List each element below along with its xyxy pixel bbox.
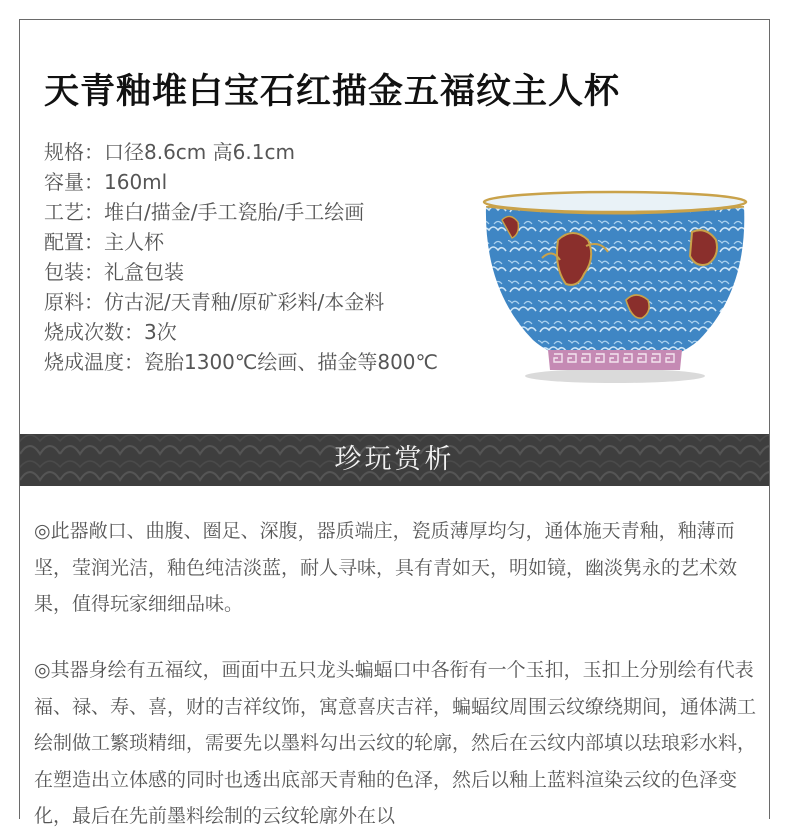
spec-value: 礼盒包装 (104, 260, 184, 284)
spec-row-config (44, 227, 438, 257)
spec-label: 烧成温度： (44, 350, 144, 374)
cup-image (478, 180, 753, 390)
spec-row-size (44, 137, 438, 167)
spec-label: 配置： (44, 230, 104, 254)
spec-row-firings (44, 317, 438, 347)
spec-value: 主人杯 (104, 230, 164, 254)
spec-label: 工艺： (44, 200, 104, 224)
spec-value: 口径8.6cm 高6.1cm (104, 140, 295, 164)
spec-value: 堆白/描金/手工瓷胎/手工绘画 (104, 200, 365, 224)
spec-value: 瓷胎1300℃绘画、描金等800℃ (144, 350, 438, 374)
section-title: 珍玩赏析 (334, 444, 455, 475)
spec-value: 3次 (144, 320, 177, 344)
spec-label: 规格： (44, 140, 104, 164)
spec-label: 烧成次数： (44, 320, 144, 344)
section-banner (20, 434, 769, 486)
spec-row-packaging (44, 257, 438, 287)
appreciation-paragraph-2: ◎其器身绘有五福纹，画面中五只龙头蝙蝠口中各衔有一个玉扣，玉扣上分别绘有代表福、禄、寿、喜，财的吉祥纹饰，寓意喜庆吉祥，蝙蝠纹周围云纹缭绕期间，通体满工绘制做工繁琐精细，需要先以墨料勾出云纹的轮廓，然后在云纹内部填以珐琅彩水料，在塑造出立体感的同时也透出底部天青釉的色泽，然后以釉上蓝料渲染云纹的色泽变化，最后在先前墨料绘制的云纹轮廓外在以 (34, 659, 757, 827)
spec-row-material (44, 287, 438, 317)
spec-row-capacity (44, 167, 438, 197)
spec-label: 包装： (44, 260, 104, 284)
spec-value: 160ml (104, 170, 168, 194)
appreciation-paragraph-1: ◎此器敞口、曲腹、圈足、深腹，器质端庄，瓷质薄厚均匀，通体施天青釉，釉薄而坚，莹润光洁，釉色纯洁淡蓝，耐人寻味，具有青如天，明如镜，幽淡隽永的艺术效果，值得玩家细细品味。 (34, 520, 738, 615)
spec-row-temperature (44, 347, 438, 377)
product-title: 天青釉堆白宝石红描金五福纹主人杯 (44, 72, 621, 112)
spec-value: 仿古泥/天青釉/原矿彩料/本金料 (104, 290, 385, 314)
spec-list (44, 137, 438, 377)
spec-label: 原料： (44, 290, 104, 314)
spec-label: 容量： (44, 170, 104, 194)
spec-row-craft (44, 197, 438, 227)
